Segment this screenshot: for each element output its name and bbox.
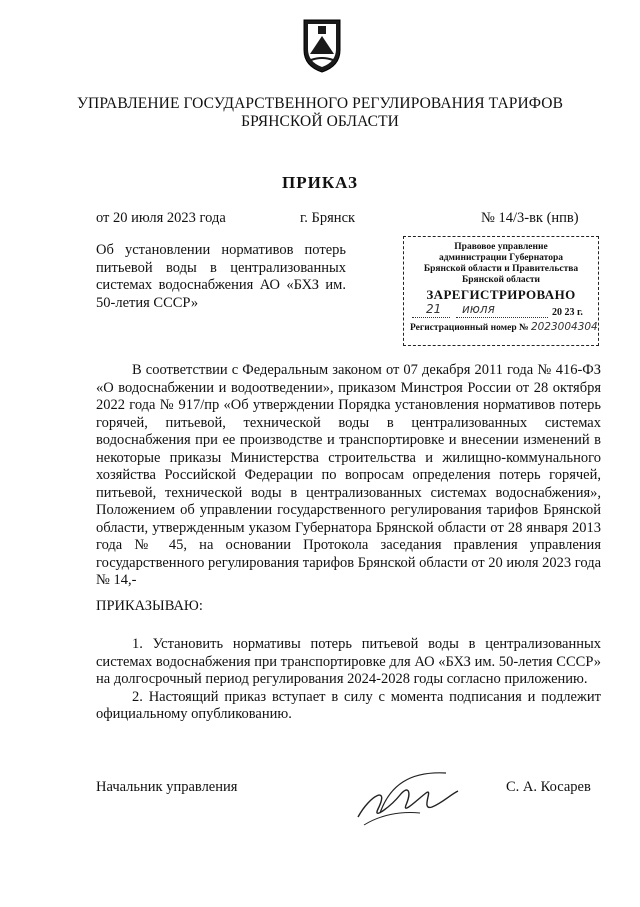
preamble	[96, 362, 601, 590]
order-word: ПРИКАЗЫВАЮ:	[96, 598, 203, 614]
document-city: г. Брянск	[300, 210, 356, 226]
document-subject: Об установлении нормативов потерь питьевой воды в централизованных системах водоснабжения АО «БХЗ им. 50-летия СССР»	[96, 242, 346, 311]
stamp-registered-label: ЗАРЕГИСТРИРОВАНО	[426, 287, 576, 302]
signatory-name: С. А. Косарев	[506, 779, 591, 795]
order-item: 1. Установить нормативы потерь питьевой воды в централизованных системах водоснабжения при транспортировке для АО «БХЗ им. 50-летия СССР» на долгосрочный период регулирования 2024-2028 годы согласно приложению.	[96, 636, 601, 687]
preamble-paragraph: В соответствии с Федеральным законом от 07 декабря 2011 года № 416-ФЗ «О водоснабжении и водоотведении», приказом Минстроя России от 28 октября 2022 года № 917/пр «Об утверждении Порядка установления нормативов потерь горячей, питьевой, технической воды в централизованных системах водоснабжения при ее производстве и транспортировке и внесении изменений в некоторые приказы Министерства строительства и жилищно-коммунального хозяйства Российской Федерации по вопросам определения потерь горячей, питьевой, технической воды в централизованных системах водоснабжения», Положением об управлении государственного регулирования тарифов Брянской области, утвержденным указом Губернатора Брянской области от 28 января 2013 года № 45, на основании Протокола заседания правления управления государственного регулирования тарифов Брянской области от 20 июля 2023 года № 14,-	[96, 362, 602, 588]
stamp-line: Брянской области и Правительства	[423, 264, 579, 274]
stamp-line: Брянской области	[461, 275, 541, 285]
stamp-line: Правовое управление	[454, 242, 548, 252]
stamp-month: июля	[462, 302, 495, 316]
stamp-date-row	[404, 304, 598, 320]
order-item: 2. Настоящий приказ вступает в силу с момента подписания и подлежит официальному опубликованию.	[96, 688, 601, 722]
stamp-day: 21	[426, 302, 442, 316]
coat-of-arms-icon	[300, 16, 344, 74]
registration-stamp	[403, 236, 599, 346]
handwritten-signature	[350, 765, 470, 830]
stamp-line: администрации Губернатора	[438, 253, 563, 263]
document-type-title: ПРИКАЗ	[282, 173, 358, 192]
document-number: № 14/3-вк (нпв)	[481, 210, 579, 226]
document-date: от 20 июля 2023 года	[96, 210, 226, 226]
stamp-year: 20 23 г.	[552, 307, 583, 318]
stamp-number-value: 2023004304	[530, 321, 598, 333]
organization-name-line2: БРЯНСКОЙ ОБЛАСТИ	[241, 113, 399, 130]
stamp-number-row	[404, 322, 598, 334]
signatory-title: Начальник управления	[96, 779, 238, 795]
organization-name-line1: УПРАВЛЕНИЕ ГОСУДАРСТВЕННОГО РЕГУЛИРОВАНИЯ ТАРИФОВ	[76, 95, 564, 112]
order-items	[96, 636, 601, 724]
stamp-number-label: Регистрационный номер №	[410, 323, 529, 333]
